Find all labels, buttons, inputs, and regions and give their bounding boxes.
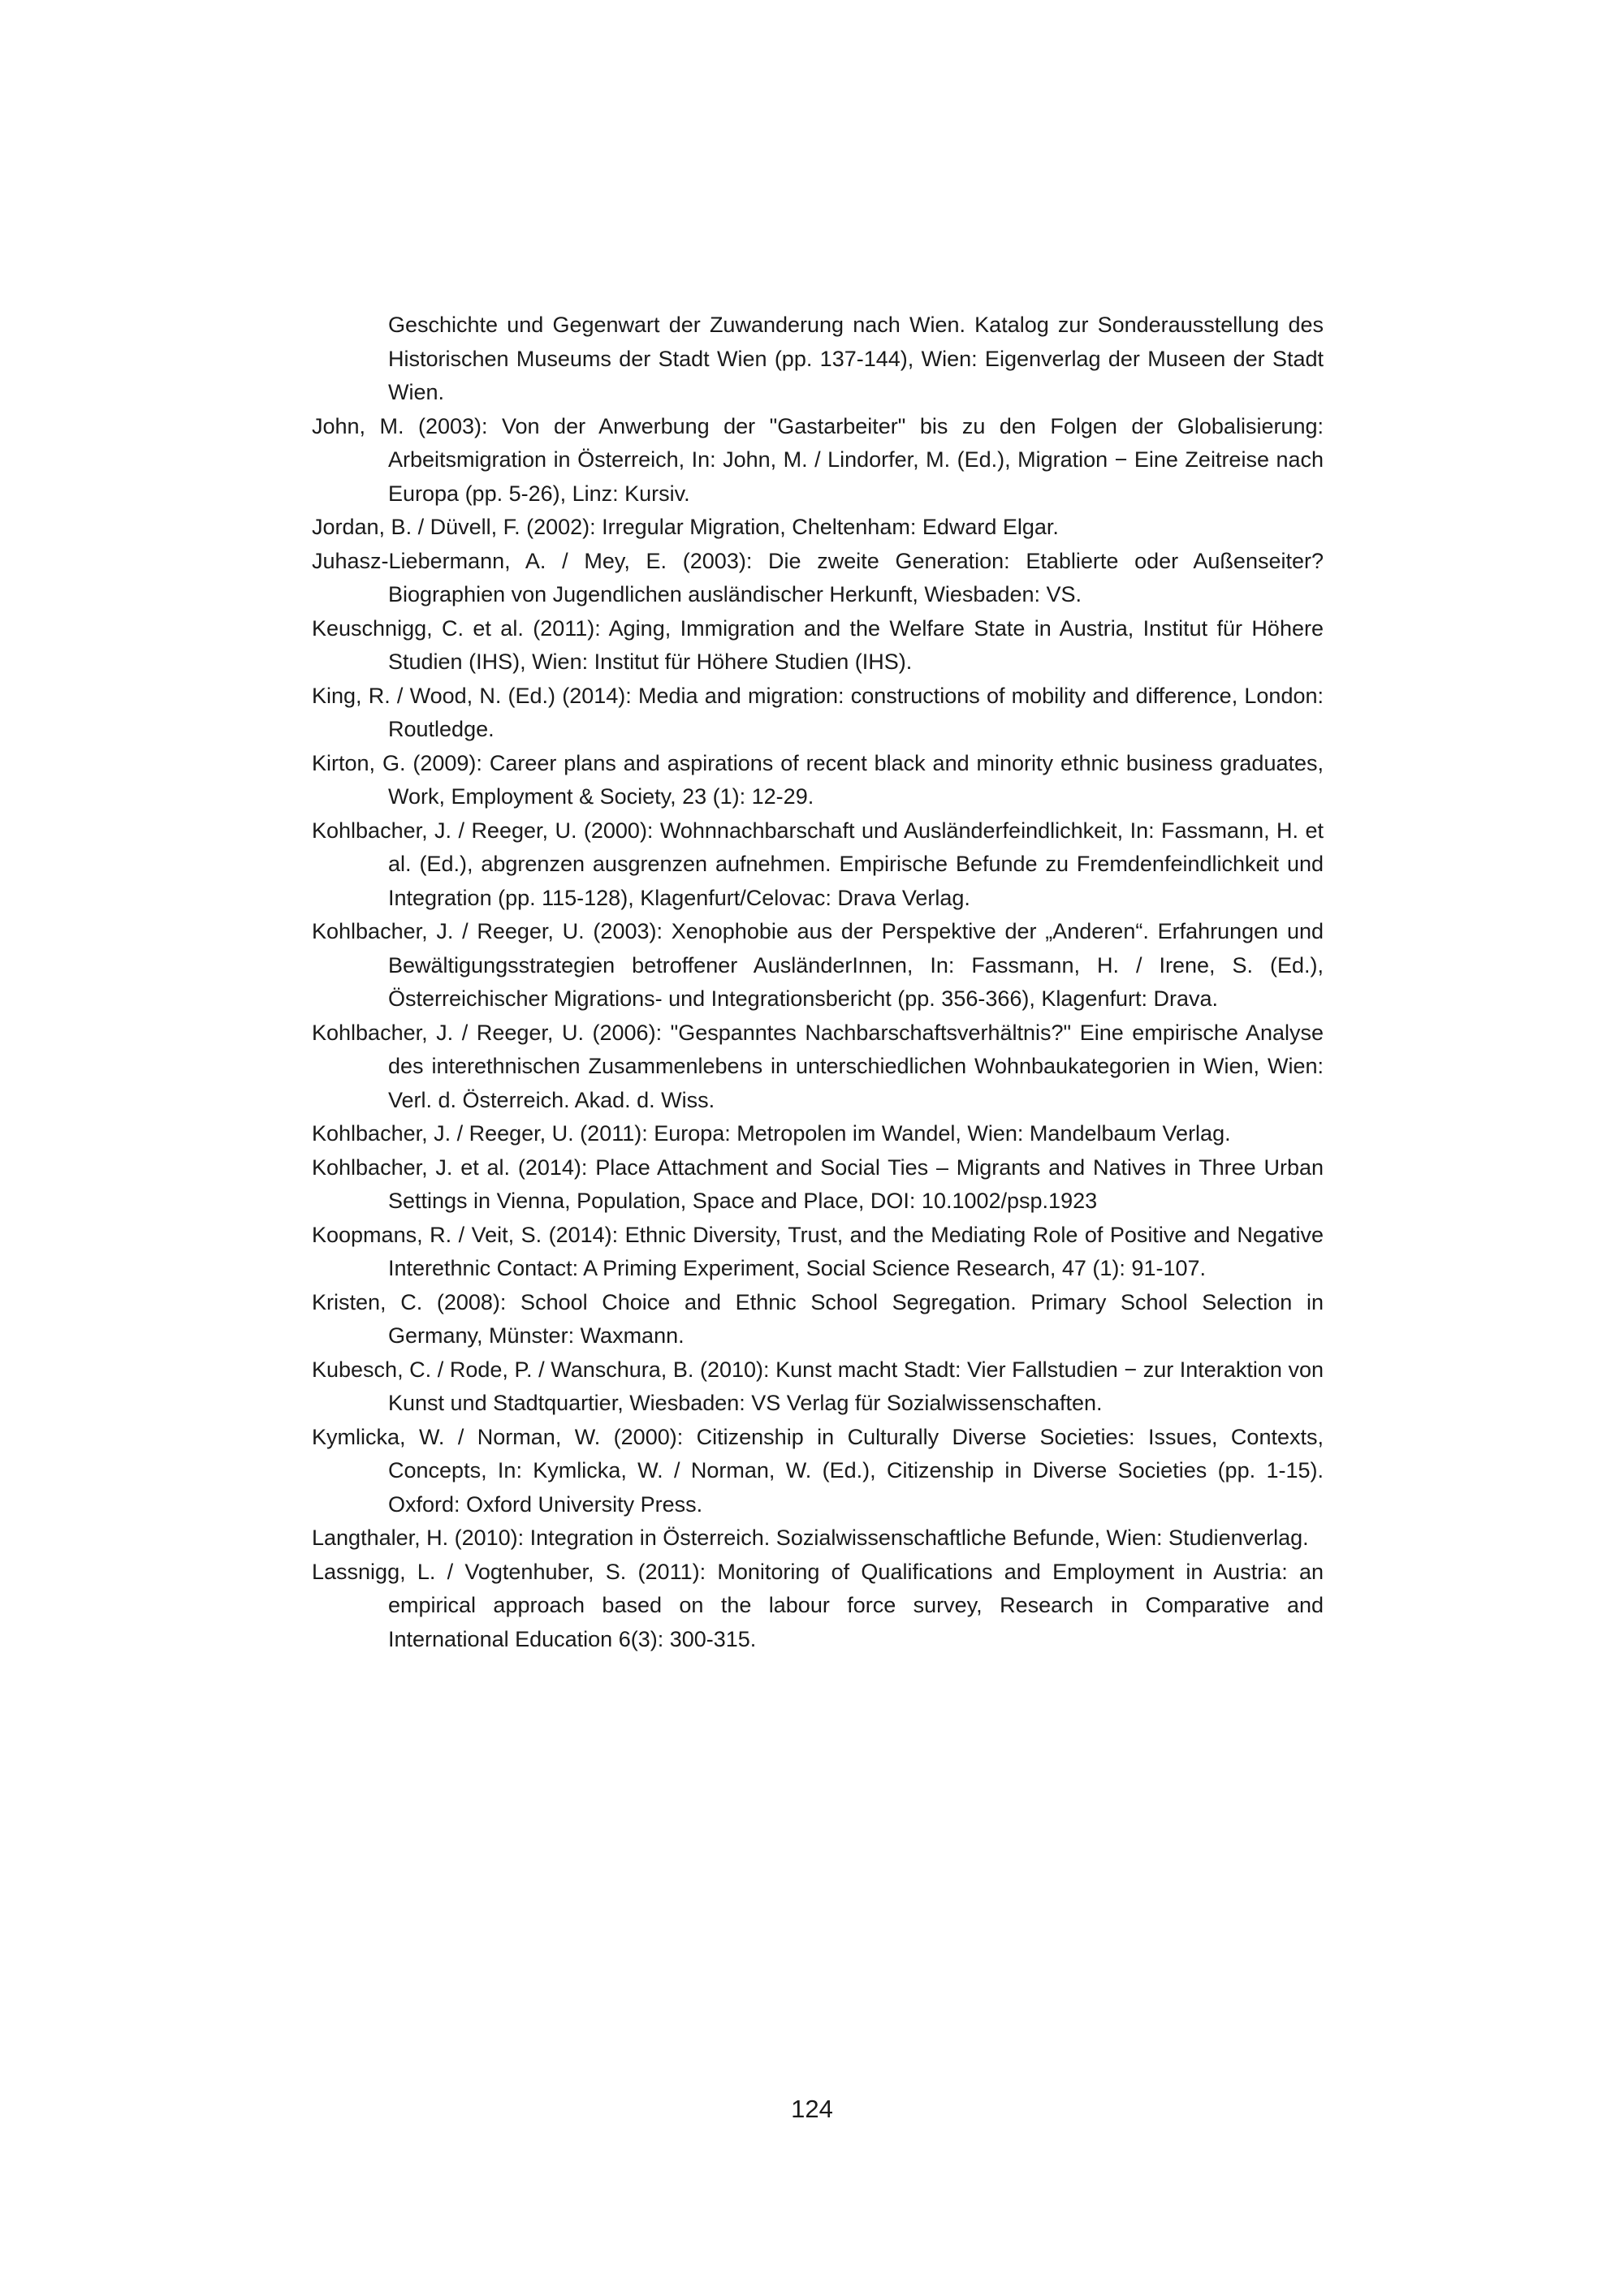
reference-entry: Jordan, B. / Düvell, F. (2002): Irregular Migration, Cheltenham: Edward Elgar. bbox=[312, 515, 1059, 539]
reference-entry: John, M. (2003): Von der Anwerbung der "Gastarbeiter" bis zu den Folgen der Globalisierung: Arbeitsmigration in Österreich, In: John, M. / Lindorfer, M. (Ed.), Migration − Eine Zeitreise nach Europa (pp. 5-26), Linz: Kursiv. bbox=[312, 413, 1324, 506]
reference-entry: King, R. / Wood, N. (Ed.) (2014): Media and migration: constructions of mobility and difference, London: Routledge. bbox=[312, 683, 1324, 741]
reference-list bbox=[312, 309, 1324, 1656]
reference-entry: Lassnigg, L. / Vogtenhuber, S. (2011): Monitoring of Qualifications and Employment in Austria: an empirical approach based on the labour force survey, Research in Comparative and International Education 6(3): 300‑315. bbox=[312, 1559, 1324, 1651]
reference-entry: Juhasz-Liebermann, A. / Mey, E. (2003): Die zweite Generation: Etablierte oder Außenseiter? Biographien von Jugendlichen ausländischer Herkunft, Wiesbaden: VS. bbox=[312, 548, 1324, 606]
reference-entry: Koopmans, R. / Veit, S. (2014): Ethnic Diversity, Trust, and the Mediating Role of Positive and Negative Interethnic Contact: A Priming Experiment, Social Science Research, 47 (1): 91-107. bbox=[312, 1222, 1324, 1280]
reference-entry: Kristen, C. (2008): School Choice and Ethnic School Segregation. Primary School Selection in Germany, Münster: Waxmann. bbox=[312, 1289, 1324, 1348]
reference-entry: Kirton, G. (2009): Career plans and aspirations of recent black and minority ethnic business graduates, Work, Employment & Society, 23 (1): 12-29. bbox=[312, 750, 1324, 809]
reference-entry: Kohlbacher, J. et al. (2014): Place Attachment and Social Ties – Migrants and Natives in Three Urban Settings in Vienna, Population, Space and Place, DOI: 10.1002/psp.1923 bbox=[312, 1154, 1324, 1213]
reference-entry: Kohlbacher, J. / Reeger, U. (2006): "Gespanntes Nachbarschaftsverhältnis?" Eine empirische Analyse des interethnischen Zusammenlebens in unterschiedlichen Wohnbaukategorien in Wien, Wien: Verl. d. Österreich. Akad. d. Wiss. bbox=[312, 1020, 1324, 1112]
reference-entry: Langthaler, H. (2010): Integration in Österreich. Sozialwissenschaftliche Befunde, Wien: Studienverlag. bbox=[312, 1526, 1309, 1550]
reference-entry: Keuschnigg, C. et al. (2011): Aging, Immigration and the Welfare State in Austria, Institut für Höhere Studien (IHS), Wien: Institut für Höhere Studien (IHS). bbox=[312, 615, 1324, 674]
reference-entry: Kohlbacher, J. / Reeger, U. (2011): Europa: Metropolen im Wandel, Wien: Mandelbaum Verlag. bbox=[312, 1121, 1231, 1146]
reference-entry: Kohlbacher, J. / Reeger, U. (2003): Xenophobie aus der Perspektive der „Anderen“. Erfahrungen und Bewältigungsstrategien betroffener AusländerInnen, In: Fassmann, H. / Irene, S. (Ed.), Österreichischer Migrations- und Integrationsbericht (pp. 356-366), Klagenfurt: Drava. bbox=[312, 919, 1324, 1011]
reference-entry: Geschichte und Gegenwart der Zuwanderung nach Wien. Katalog zur Sonderausstellung des Historischen Museums der Stadt Wien (pp. 137-144), Wien: Eigenverlag der Museen der Stadt Wien. bbox=[388, 313, 1324, 404]
reference-entry: Kohlbacher, J. / Reeger, U. (2000): Wohnnachbarschaft und Ausländerfeindlichkeit, In: Fassmann, H. et al. (Ed.), abgrenzen ausgrenzen aufnehmen. Empirische Befunde zu Fremdenfeindlichkeit und Integration (pp. 115-128), Klagenfurt/Celovac: Drava Verlag. bbox=[312, 818, 1324, 910]
reference-entry: Kubesch, C. / Rode, P. / Wanschura, B. (2010): Kunst macht Stadt: Vier Fallstudien − zur Interaktion von Kunst und Stadtquartier, Wiesbaden: VS Verlag für Sozialwissenschaften. bbox=[312, 1357, 1324, 1415]
reference-entry: Kymlicka, W. / Norman, W. (2000): Citizenship in Culturally Diverse Societies: Issues, Contexts, Concepts, In: Kymlicka, W. / Norman, W. (Ed.), Citizenship in Diverse Societies (pp. 1-15). Oxford: Oxford University Press. bbox=[312, 1424, 1324, 1517]
page-number: 124 bbox=[791, 2095, 833, 2123]
